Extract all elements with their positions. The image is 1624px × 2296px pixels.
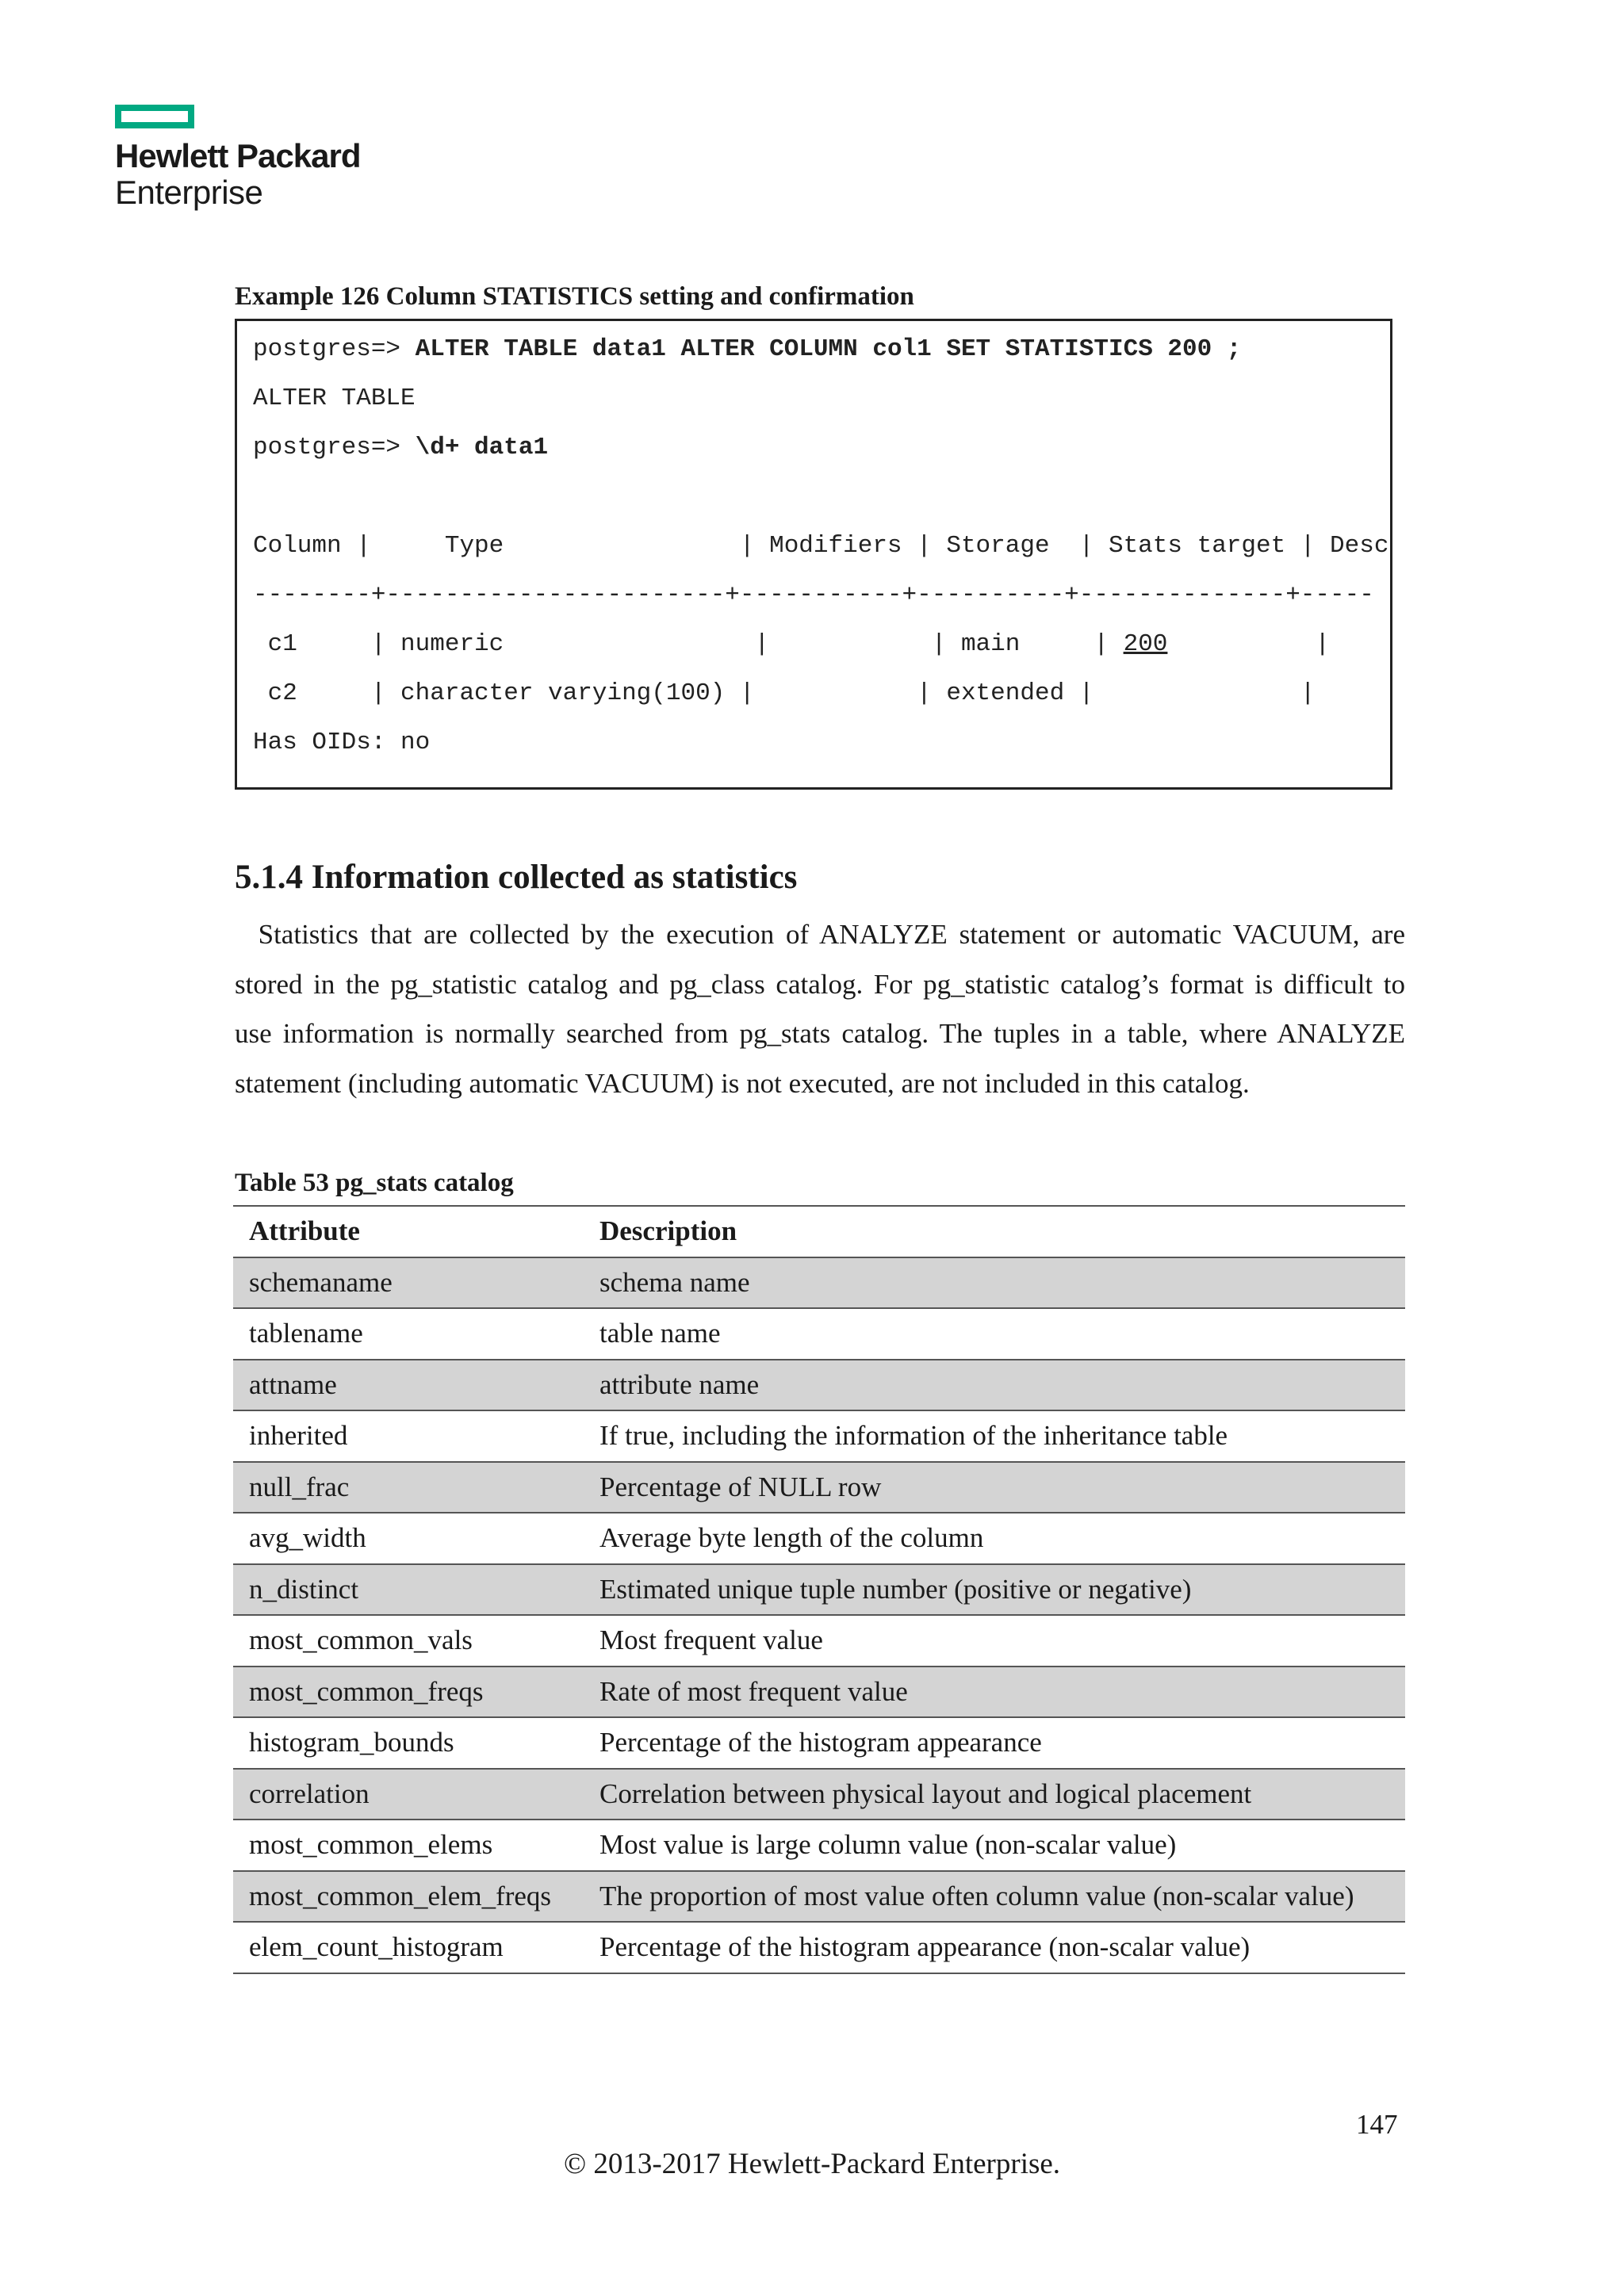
description-cell: Percentage of the histogram appearance bbox=[599, 1727, 1042, 1758]
table-row bbox=[233, 1411, 1405, 1463]
table-row bbox=[233, 1872, 1405, 1923]
description-cell: If true, including the information of the inheritance table bbox=[599, 1420, 1228, 1452]
example-caption: Example 126 Column STATISTICS setting and confirmation bbox=[235, 282, 914, 311]
attribute-cell: tablename bbox=[249, 1318, 363, 1349]
code-line-3 bbox=[253, 435, 548, 460]
body-paragraph bbox=[235, 910, 1405, 1108]
attribute-cell: elem_count_histogram bbox=[249, 1931, 504, 1963]
table-header-row bbox=[233, 1207, 1405, 1258]
description-cell: The proportion of most value often column value (non-scalar value) bbox=[599, 1880, 1354, 1911]
attribute-cell: most_common_elems bbox=[249, 1829, 493, 1861]
description-cell: Percentage of NULL row bbox=[599, 1471, 882, 1502]
table-caption: Table 53 pg_stats catalog bbox=[235, 1169, 514, 1197]
table-row bbox=[233, 1718, 1405, 1770]
attribute-cell: histogram_bounds bbox=[249, 1727, 454, 1758]
table-row bbox=[233, 1360, 1405, 1412]
attribute-cell: avg_width bbox=[249, 1522, 366, 1554]
prompt: postgres=> bbox=[253, 335, 416, 363]
attribute-cell: correlation bbox=[249, 1777, 370, 1809]
copyright-notice: © 2013-2017 Hewlett-Packard Enterprise. bbox=[563, 2148, 1061, 2180]
table-row bbox=[233, 1820, 1405, 1872]
page-number: 147 bbox=[1356, 2109, 1398, 2140]
prompt: postgres=> bbox=[253, 434, 416, 461]
table-row bbox=[233, 1616, 1405, 1667]
paragraph-line: statement (including automatic VACUUM) is not executed, are not included in this catalog. bbox=[235, 1067, 1250, 1099]
attribute-cell: null_frac bbox=[249, 1471, 350, 1502]
row-cells: c1 | numeric | | main | bbox=[253, 630, 1124, 658]
table-row bbox=[233, 1770, 1405, 1821]
paragraph-line: use information is normally searched from pg_stats catalog. The tuples in a table, where ANALYZE bbox=[235, 1018, 1405, 1049]
description-cell: Most value is large column value (non-scalar value) bbox=[599, 1829, 1177, 1861]
table-row bbox=[233, 1513, 1405, 1565]
code-line-1 bbox=[253, 337, 1241, 362]
attribute-cell: attname bbox=[249, 1368, 337, 1400]
stats-target-value: 200 bbox=[1123, 630, 1168, 658]
logo-mark bbox=[115, 105, 194, 128]
attribute-cell: schemaname bbox=[249, 1266, 393, 1298]
code-footer: Has OIDs: no bbox=[253, 729, 431, 756]
description-cell: schema name bbox=[599, 1266, 750, 1298]
attribute-cell: most_common_freqs bbox=[249, 1675, 484, 1707]
code-table-header: Column | Type | Modifiers | Storage | Stats target | Desc bbox=[253, 532, 1389, 560]
table-row bbox=[233, 1463, 1405, 1514]
logo-text-line1: Hewlett Packard bbox=[115, 137, 361, 174]
code-table-row-2: c2 | character varying(100) | | extended | | bbox=[253, 679, 1316, 707]
pg-stats-table bbox=[233, 1205, 1405, 1974]
paragraph-line: Statistics that are collected by the execution of ANALYZE statement or automatic VACUUM, are bbox=[235, 919, 1405, 950]
logo-text-line2: Enterprise bbox=[115, 174, 263, 211]
attribute-cell: most_common_vals bbox=[249, 1624, 473, 1656]
description-cell: Most frequent value bbox=[599, 1624, 823, 1656]
paragraph-line: stored in the pg_statistic catalog and pg_class catalog. For pg_statistic catalog’s format is difficult to bbox=[235, 968, 1405, 1000]
row-tail: | bbox=[1167, 630, 1331, 658]
table-row bbox=[233, 1565, 1405, 1617]
command: \d+ data1 bbox=[415, 434, 549, 461]
table-row bbox=[233, 1667, 1405, 1719]
table-row bbox=[233, 1923, 1405, 1974]
header-attribute: Attribute bbox=[249, 1215, 360, 1247]
code-block bbox=[235, 319, 1392, 790]
attribute-cell: n_distinct bbox=[249, 1573, 359, 1605]
command: ALTER TABLE data1 ALTER COLUMN col1 SET STATISTICS 200 ; bbox=[415, 335, 1242, 363]
description-cell: table name bbox=[599, 1318, 721, 1349]
header-description: Description bbox=[599, 1215, 737, 1247]
code-table-separator: --------+-----------------------+-----------+----------+--------------+----- bbox=[253, 581, 1374, 609]
table-row bbox=[233, 1258, 1405, 1310]
description-cell: Correlation between physical layout and logical placement bbox=[599, 1777, 1252, 1809]
description-cell: Rate of most frequent value bbox=[599, 1675, 908, 1707]
table-row bbox=[233, 1309, 1405, 1360]
description-cell: Average byte length of the column bbox=[599, 1522, 984, 1554]
description-cell: attribute name bbox=[599, 1368, 760, 1400]
attribute-cell: inherited bbox=[249, 1420, 348, 1452]
code-line-2: ALTER TABLE bbox=[253, 385, 416, 412]
description-cell: Estimated unique tuple number (positive or negative) bbox=[599, 1573, 1192, 1605]
section-heading: 5.1.4 Information collected as statistics bbox=[235, 859, 798, 896]
description-cell: Percentage of the histogram appearance (non-scalar value) bbox=[599, 1931, 1251, 1963]
code-table-row-1 bbox=[253, 632, 1330, 656]
attribute-cell: most_common_elem_freqs bbox=[249, 1880, 552, 1911]
